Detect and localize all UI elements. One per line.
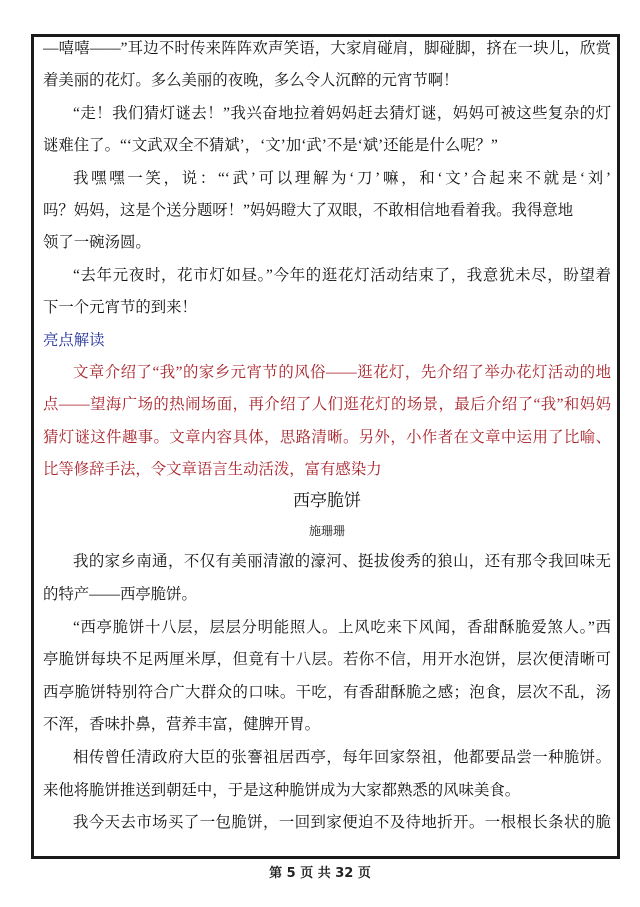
- text-line: 我嘿嘿一笑，说：“‘武’可以理解为‘刀’嘛，和‘文’合起来不就是‘刘’: [73, 169, 611, 187]
- text-line: “西亭脆饼十八层，层层分明能照人。上风吃来下风闻，香甜酥脆爱煞人。”西: [73, 618, 611, 636]
- text-line: 亭脆饼每块不足两厘米厚，但竟有十八层。若你不信，用开水泡饼，层次便清晰可: [43, 651, 611, 669]
- page-content: [43, 33, 611, 840]
- text-line: 的特产——西亭脆饼。: [43, 586, 197, 604]
- highlight-commentary: [43, 357, 611, 487]
- story-lantern-festival: [43, 33, 611, 325]
- text-line: “走！我们猜灯谜去！”我兴奋地拉着妈妈赶去猜灯谜，妈妈可被这些复杂的灯: [73, 104, 611, 122]
- text-line: 来他将脆饼推送到朝廷中，于是这种脆饼成为大家都熟悉的风味美食。: [43, 781, 521, 799]
- text-line: 我今天去市场买了一包脆饼，一回到家便迫不及待地折开。一根根长条状的脆: [73, 814, 611, 832]
- page-number: 第 5 页 共 32 页: [269, 866, 371, 881]
- text-line: 文章介绍了“我”的家乡元宵节的风俗——逛花灯，先介绍了举办花灯活动的地: [73, 363, 611, 381]
- article-title: 西亭脆饼: [293, 491, 361, 511]
- text-line: 猜灯谜这件趣事。文章内容具体，思路清晰。另外，小作者在文章中运用了比喻、: [43, 428, 611, 446]
- text-line: 下一个元宵节的到来！: [43, 299, 197, 317]
- text-line: 点——望海广场的热闹场面，再介绍了人们逛花灯的场景，最后介绍了“我”和妈妈: [43, 396, 611, 414]
- text-line: “去年元夜时，花市灯如昼。”今年的逛花灯活动结束了，我意犹未尽，盼望着: [73, 266, 611, 284]
- story-xiting-cake: [43, 486, 611, 839]
- text-line: 领了一碗汤圆。: [43, 234, 151, 252]
- text-line: 着美丽的花灯。多么美丽的夜晚，多么令人沉醉的元宵节啊！: [43, 72, 459, 90]
- text-line: 比等修辞手法，令文章语言生动活泼，富有感染力: [43, 461, 382, 479]
- highlight-heading: 亮点解读: [43, 331, 105, 349]
- article-body: [43, 546, 611, 839]
- text-line: 西亭脆饼特别符合广大群众的口味。干吃，有香甜酥脆之感；泡食，层次不乱，汤: [43, 683, 611, 701]
- text-line: —嘻嘻——”耳边不时传来阵阵欢声笑语，大家肩碰肩，脚碰脚，挤在一块儿，欣赏: [43, 40, 611, 57]
- text-line: 我的家乡南通，不仅有美丽清澈的濠河、挺拔俊秀的狼山，还有那令我回味无: [73, 553, 611, 571]
- text-line: 不浑，香味扑鼻，营养丰富，健脾开胃。: [43, 716, 321, 734]
- text-line: 相传曾任清政府大臣的张謇祖居西亭，每年回家祭祖，他都要品尝一种脆饼。: [73, 749, 611, 767]
- text-line: 谜难住了。“‘文武双全不猜斌’，‘文’加‘武’不是‘斌’还能是什么呢？”: [43, 137, 498, 155]
- article-author: 施珊珊: [308, 524, 345, 539]
- page-frame: [31, 34, 620, 859]
- text-line: 吗？妈妈，这是个送分题呀！”妈妈瞪大了双眼，不敢相信地看着我。我得意地: [43, 201, 574, 219]
